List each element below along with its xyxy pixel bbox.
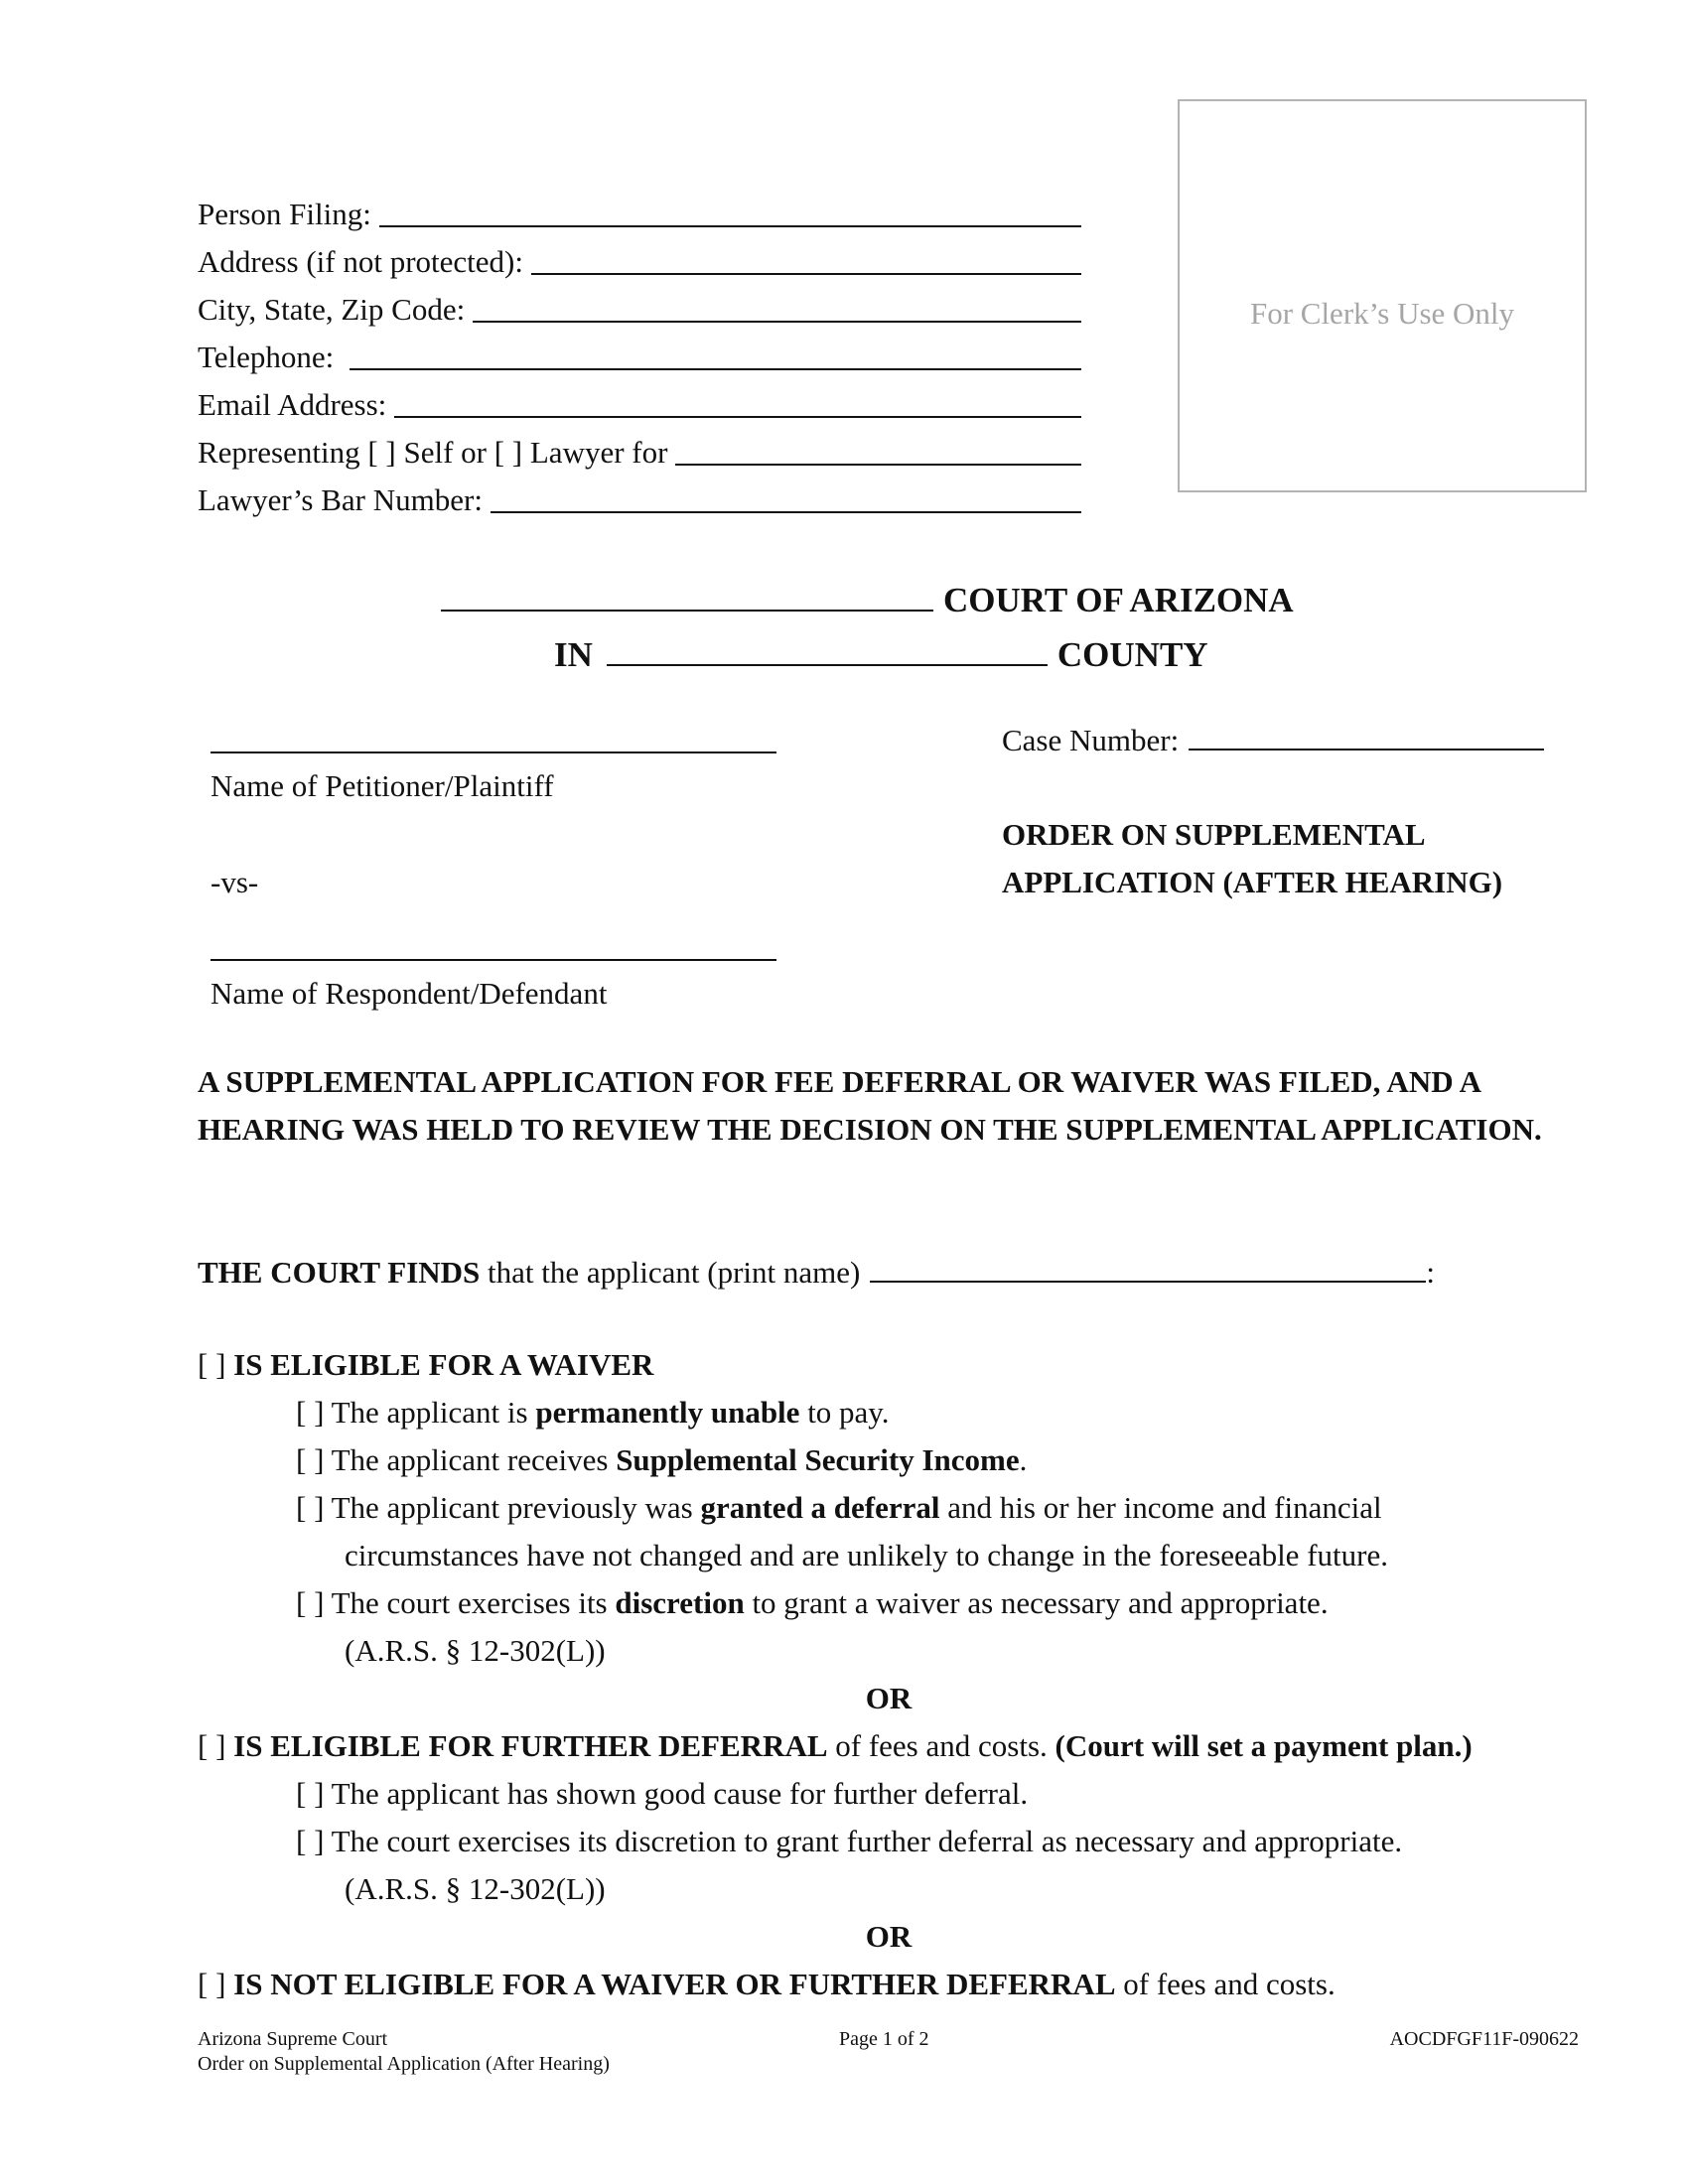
not-eligible-post: of fees and costs. — [1115, 1967, 1336, 2001]
field-label: Email Address: — [198, 387, 387, 422]
case-number-label: Case Number: — [1002, 723, 1180, 757]
item-bold: permanently unable — [535, 1395, 800, 1430]
deferral-option[interactable] — [198, 1728, 1473, 1764]
court-finds-text: that the applicant (print name) — [480, 1255, 861, 1290]
item-text: [ ] The applicant is — [296, 1395, 536, 1430]
deferral-item-good-cause[interactable]: [ ] The applicant has shown good cause for further deferral. — [296, 1776, 1029, 1811]
county-name-line[interactable] — [607, 663, 1048, 666]
or-separator: OR — [865, 1681, 913, 1715]
footer-doc: Order on Supplemental Application (After Hearing) — [198, 2053, 610, 2075]
waiver-item-permanently-unable[interactable] — [296, 1395, 890, 1431]
deferral-item-discretion[interactable]: [ ] The court exercises its discretion to grant further deferral as necessary and appropriate. — [296, 1824, 1403, 1858]
court-heading-line2 — [554, 635, 1208, 675]
court-of-arizona: COURT OF ARIZONA — [943, 581, 1294, 619]
fill-line[interactable] — [394, 416, 1081, 418]
field-label: Representing [ ] Self or [ ] Lawyer for — [198, 435, 668, 470]
respondent-label: Name of Respondent/Defendant — [211, 976, 608, 1011]
order-title-line2: APPLICATION (AFTER HEARING) — [1002, 865, 1503, 899]
court-finds-line — [198, 1257, 1435, 1288]
city-state-zip-field[interactable] — [198, 292, 1081, 328]
deferral-checkbox[interactable]: [ ] — [198, 1728, 234, 1763]
waiver-item-ssi[interactable] — [296, 1442, 1027, 1478]
deferral-heading: IS ELIGIBLE FOR FURTHER DEFERRAL — [233, 1728, 828, 1763]
item-text: to grant a waiver as necessary and appropriate. — [744, 1585, 1329, 1620]
item-text: [ ] The applicant previously was — [296, 1490, 701, 1525]
waiver-checkbox[interactable]: [ ] — [198, 1347, 234, 1382]
not-eligible-option[interactable] — [198, 1967, 1336, 2002]
footer-org: Arizona Supreme Court — [198, 2028, 388, 2050]
fill-line[interactable] — [350, 368, 1081, 370]
intro-paragraph: A SUPPLEMENTAL APPLICATION FOR FEE DEFERRAL OR WAIVER WAS FILED, AND A HEARING WAS HELD TO REVIEW THE DECISION ON THE SUPPLEMENTAL APPLICATION. — [198, 1064, 1542, 1147]
clerk-use-label: For Clerk’s Use Only — [1249, 296, 1515, 331]
case-number-line[interactable] — [1189, 748, 1544, 751]
fill-line[interactable] — [531, 273, 1081, 275]
field-label: City, State, Zip Code: — [198, 292, 466, 327]
court-finds-bold: THE COURT FINDS — [198, 1255, 481, 1290]
court-finds-colon: : — [1426, 1255, 1435, 1290]
or-separator: OR — [865, 1919, 913, 1954]
fill-line[interactable] — [379, 225, 1081, 227]
not-eligible-heading: IS NOT ELIGIBLE FOR A WAIVER OR FURTHER DEFERRAL — [233, 1967, 1116, 2001]
petitioner-label: Name of Petitioner/Plaintiff — [211, 768, 554, 803]
waiver-item-discretion-cite: (A.R.S. § 12-302(L)) — [345, 1633, 606, 1668]
clerk-use-box — [1178, 99, 1587, 492]
telephone-field[interactable] — [198, 340, 1081, 375]
deferral-note: (Court will set a payment plan.) — [1055, 1728, 1473, 1763]
county-label: COUNTY — [1056, 635, 1208, 674]
field-label: Address (if not protected): — [198, 244, 523, 279]
not-eligible-checkbox[interactable]: [ ] — [198, 1967, 234, 2001]
item-bold: discretion — [615, 1585, 745, 1620]
footer-page: Page 1 of 2 — [839, 2028, 929, 2050]
court-heading-line1 — [441, 581, 1294, 620]
deferral-item-discretion-cite: (A.R.S. § 12-302(L)) — [345, 1871, 606, 1906]
waiver-option[interactable] — [198, 1347, 653, 1383]
waiver-item-granted-deferral[interactable] — [296, 1490, 1382, 1526]
field-label: Person Filing: — [198, 197, 371, 231]
item-text: . — [1019, 1442, 1028, 1477]
fill-line[interactable] — [675, 464, 1081, 466]
person-filing-field[interactable] — [198, 197, 1081, 232]
email-field[interactable] — [198, 387, 1081, 423]
fill-line[interactable] — [491, 511, 1081, 513]
waiver-heading: IS ELIGIBLE FOR A WAIVER — [233, 1347, 654, 1382]
order-title-line1: ORDER ON SUPPLEMENTAL — [1002, 817, 1426, 852]
item-text: [ ] The applicant receives — [296, 1442, 617, 1477]
representing-field[interactable] — [198, 435, 1081, 471]
petitioner-name-line[interactable] — [211, 751, 776, 753]
applicant-name-line[interactable] — [870, 1280, 1426, 1283]
deferral-mid: of fees and costs. — [827, 1728, 1055, 1763]
item-text: [ ] The court exercises its — [296, 1585, 616, 1620]
item-text: and his or her income and financial — [939, 1490, 1382, 1525]
item-bold: granted a deferral — [700, 1490, 940, 1525]
in-label: IN — [554, 635, 593, 674]
footer-code: AOCDFGF11F-090622 — [1389, 2028, 1579, 2050]
footer-left — [198, 2027, 610, 2077]
fill-line[interactable] — [473, 321, 1081, 323]
case-number-field[interactable] — [1002, 725, 1544, 755]
item-bold: Supplemental Security Income — [616, 1442, 1020, 1477]
respondent-name-line[interactable] — [211, 959, 776, 961]
bar-number-field[interactable] — [198, 482, 1081, 518]
address-field[interactable] — [198, 244, 1081, 280]
field-label: Lawyer’s Bar Number: — [198, 482, 483, 517]
field-label: Telephone: — [198, 340, 335, 374]
item-text: to pay. — [799, 1395, 890, 1430]
waiver-item-granted-deferral-cont: circumstances have not changed and are unlikely to change in the foreseeable future. — [345, 1538, 1388, 1572]
vs-label: -vs- — [211, 865, 259, 899]
court-name-line[interactable] — [441, 609, 933, 612]
waiver-item-discretion[interactable] — [296, 1585, 1329, 1621]
